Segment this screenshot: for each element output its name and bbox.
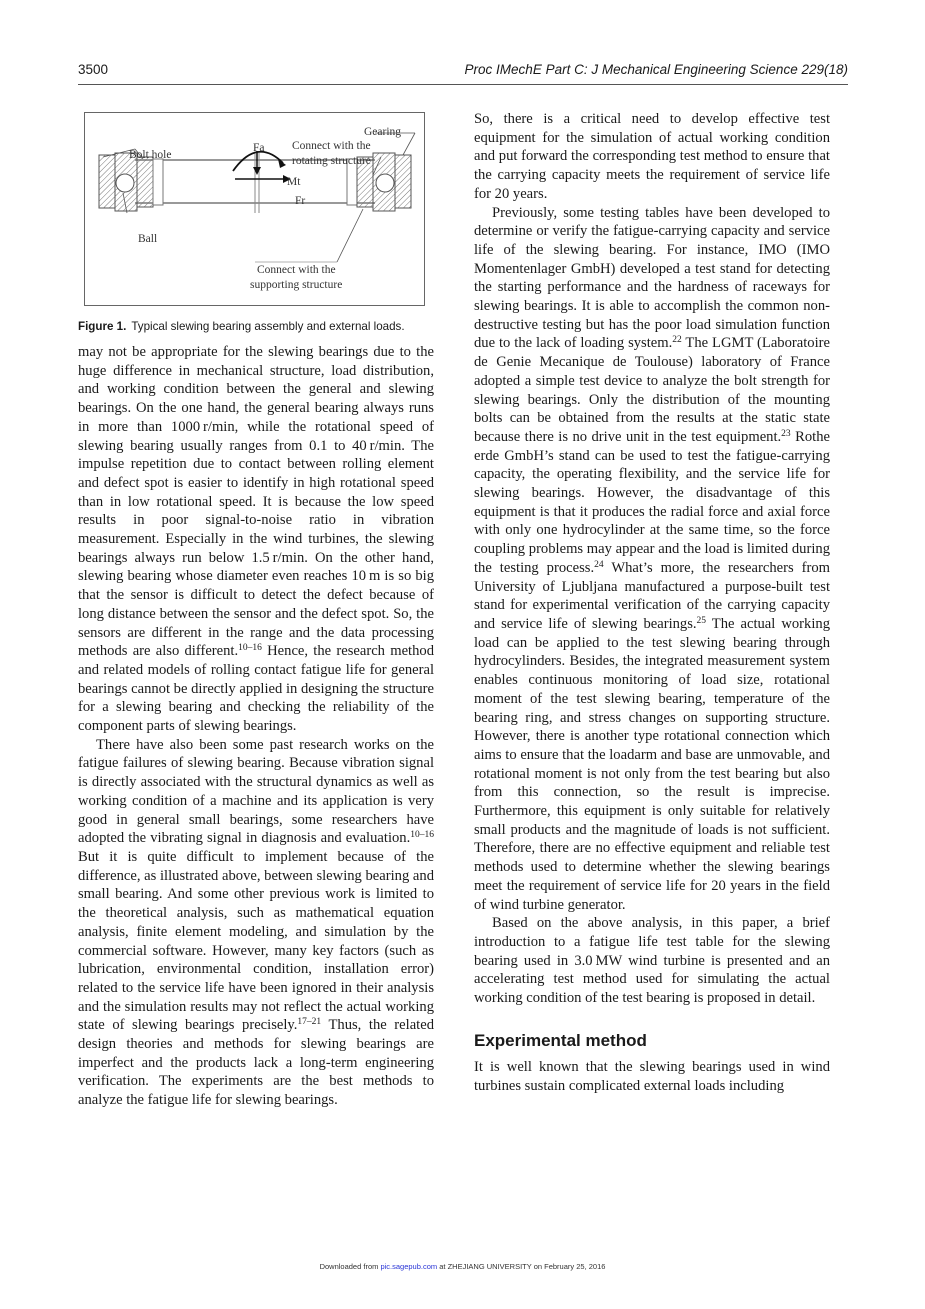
running-header — [78, 62, 848, 85]
citation: 25 — [696, 615, 707, 626]
citation: 10–16 — [410, 830, 434, 841]
citation: 10–16 — [238, 643, 262, 654]
caption-label: Figure 1. — [78, 320, 127, 333]
slewing-bearing-diagram — [85, 113, 426, 307]
paragraph: There have also been some past research works on the fatigue failures of slewing bearing. Because vibration signal is directly associated with the structural dynamics as well as working condition of a machine and its application is very good in general small bearings, some researchers have adopted the vibrating signal in diagnosis and evaluation.$^{10-16}$ But it is quite difficult to implement because of the difference, as illustrated above, between slewing bearing and small bearing. And some other previous work is limited to the theoretical analysis, such as mathematical equation analysis, finite element modeling, and simulation by the commercial software. However, many key factors (such as lubrication, environmental condition, installation error) related to the service life have been ignored in their analysis and the simulation results may not reflect the actual working state of slewing bearings precisely.$^{17-21}$ Thus, the related design theories and methods for slewing bearings are imperfect and the products lack a long-term engineering verification. The experiments are the best methods to analyze the fatigue life for slewing bearings. — [78, 736, 434, 1109]
figure-1 — [84, 112, 425, 306]
left-column — [78, 343, 434, 1110]
label-connect-supporting-1: Connect with the — [257, 264, 336, 276]
section-heading: Experimental method — [474, 1030, 647, 1050]
page-number: 3500 — [78, 62, 109, 77]
journal-title: Proc IMechE Part C: J Mechanical Engineering Science 229(18) — [464, 62, 848, 77]
right-column — [474, 110, 830, 1096]
label-connect-supporting-2: supporting structure — [250, 279, 343, 291]
paragraph: It is well known that the slewing bearings used in wind turbines sustain complicated external loads including — [474, 1059, 830, 1095]
citation: 17–21 — [297, 1017, 322, 1028]
label-connect-rotating-1: Connect with the — [292, 140, 371, 152]
paragraph: Previously, some testing tables have been developed to determine or verify the fatigue-carrying capacity and service life of the slewing bearing. For instance, IMO (IMO Momentenlager GmbH) developed a test stand for detecting the starting performance and the hardness of raceways for slewing bearings. It is able to accomplish the common non-destructive testing but has the poor load simulation function due to the lack of loading system.$^{22}$ The LGMT (Laboratoire de Genie Mecanique de Toulouse) laboratory of France adopted a simple test device to analyze the bolt strength for slewing bearings. Only the distribution of the mounting bolts can be obtained from the results at the static state because there is no drive unit in the test equipment.$^{23}$ Rothe erde GmbH’s stand can be used to test the fatigue-carrying capacity, the operating flexibility, and the service life for slewing bearings. However, the disadvantage of this equipment is that it produces the radial force and axial force with only one hydrocylinder at the same time, so the force coupling problems may appear and the load is limited during the testing process.$^{24}$ What’s more, the researchers from University of Ljubljana manufactured a purpose-built test stand for experimental verification of the carrying capacity and service life of slewing bearings.$^{25}$ The actual working load can be applied to the test slewing bearing through hydrocylinders. Besides, the integrated measurement system enables continuous monitoring of load size, rotational moment of the test slewing bearing, temperature of the bearing ring, and stress changes on supporting structure. However, there is another type rotational connection which aims to ensure that the loadarm and base are unmovable, and rotational moment is not only from the test bearing but also from this connection, so the result is imprecise. Furthermore, this equipment is only suitable for relatively small products and the magnitude of loads is not sufficient. Therefore, there are no effective equipment and reliable test methods used to determine whether the slewing bearings meet the requirement of service life for 20 years in the field of wind turbine generator. — [474, 204, 830, 913]
label-bolt-hole: Bolt hole — [129, 149, 172, 161]
label-ball: Ball — [138, 233, 158, 245]
label-gearing: Gearing — [364, 126, 402, 138]
caption-text: Typical slewing bearing assembly and external loads. — [131, 320, 405, 333]
download-footer: Downloaded from pic.sagepub.com at ZHEJIANG UNIVERSITY on February 25, 2016 — [319, 1262, 606, 1271]
paragraph: So, there is a critical need to develop effective test equipment for the simulation of actual working condition and put forward the corresponding test method to ensure that the carrying capacity meets the requirement of service life for 20 years. — [474, 111, 830, 202]
label-mt: Mt — [287, 176, 301, 188]
citation: 23 — [781, 428, 791, 439]
sagepub-link[interactable]: pic.sagepub.com — [380, 1262, 438, 1271]
paragraph: may not be appropriate for the slewing bearings due to the huge difference in mechanical structure, load distribution, and working condition between the general and slewing bearings. On the one hand, the general bearing always runs in more than 1000 r/min, while the rotational speed of slewing bearing usually ranges from 0.1 to 40 r/min. The impulse repetition due to contact between rolling element and defect spot is easier to identify in high rotational speed than in low rotational speed. It is because the low speed results in poor signal-to-noise ratio in vibration measurement. Especially in the wind turbines, the slewing bearings always run below 1.5 r/min. On the other hand, slewing bearing whose diameter even reaches 10 m is so big that the sensor is difficult to detect the defect because of long distance between the sensor and the defect spot. So, the sensors are different in the range and the data processing methods are also different.$^{10-16}$ Hence, the research method and related models of rolling contact fatigue life for general bearings cannot be directly applied in designing the structure for a slewing bearing and checking the reliability of the component parts of slewing bearings. — [78, 344, 434, 735]
label-fr: Fr — [295, 195, 306, 207]
paragraph: Based on the above analysis, in this paper, a brief introduction to a fatigue life test table for the slewing bearing used in 3.0 MW wind turbine is presented and an accelerating test method used for simulating the actual working condition of the test bearing is proposed in detail. — [474, 915, 830, 1007]
citation: 22 — [672, 335, 682, 346]
citation: 24 — [594, 559, 604, 570]
label-fa: Fa — [253, 142, 265, 154]
figure-caption — [78, 320, 438, 333]
label-connect-rotating-2: rotating structure — [292, 155, 371, 167]
